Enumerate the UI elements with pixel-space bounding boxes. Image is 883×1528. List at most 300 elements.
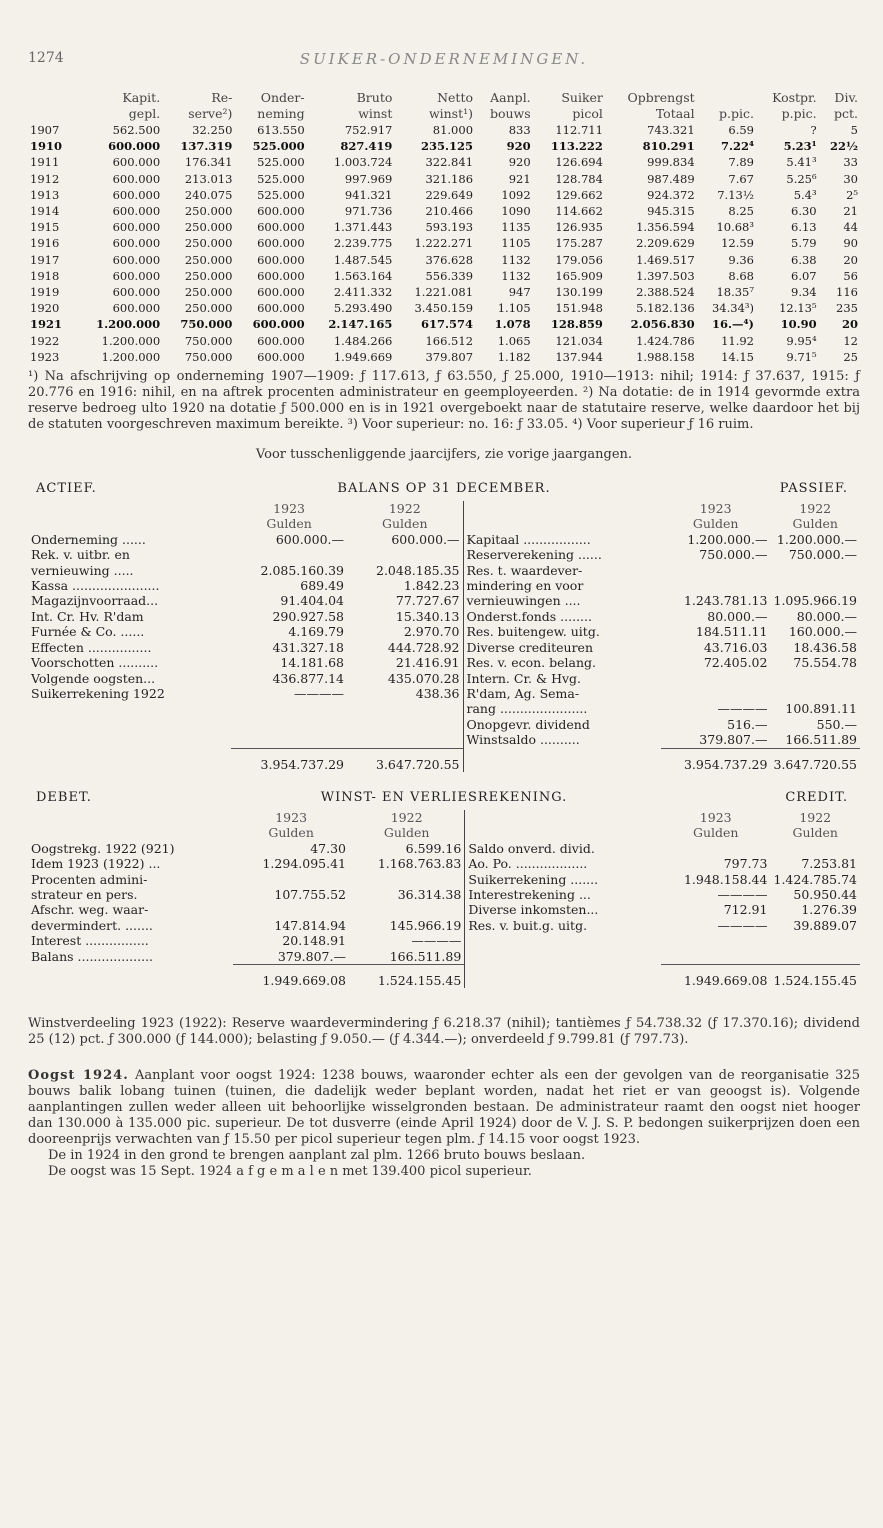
balance-value: 516.— [727, 716, 768, 732]
balance-value [770, 671, 860, 686]
balance-row [28, 609, 860, 624]
yearly-cell: 600.000 [112, 301, 161, 316]
yearly-cell: 22½ [830, 139, 858, 154]
pl-total: 1.949.669.08 [233, 965, 349, 989]
balance-label: Onderneming ...... [31, 531, 146, 547]
yearly-header-row [28, 106, 860, 122]
balance-value [231, 547, 347, 562]
balance-value: 750.000.— [788, 547, 857, 563]
pl-header-cell: 1922 [390, 809, 423, 825]
yearly-cell: 997.969 [344, 171, 393, 186]
page-header [28, 50, 860, 78]
yearly-cell: 9.36 [728, 252, 754, 267]
yearly-cell: 1.078 [494, 317, 531, 332]
balance-header-cell [464, 516, 661, 531]
pl-value [349, 872, 465, 887]
pl-header-cell: Gulden [692, 825, 739, 841]
yearly-header-cell [28, 106, 74, 122]
balance-header-cell: 1922 [799, 501, 832, 517]
yearly-cell: 613.550 [257, 123, 305, 137]
balance-value: 438.36 [415, 685, 460, 701]
balance-value: 435.070.28 [387, 670, 460, 686]
pl-total-label [28, 965, 233, 989]
pl-label: Res. v. buit.g. uitg. [468, 917, 588, 933]
pl-header-cell: 1923 [699, 809, 732, 825]
pl-label [465, 949, 661, 965]
yearly-header-cell: p.pic. [781, 106, 817, 121]
pl-label [465, 933, 661, 948]
pl-header-cell: Gulden [268, 825, 314, 841]
yearly-header-cell: Netto [437, 90, 474, 105]
yearly-cell: 126.694 [555, 155, 603, 170]
yearly-cell: 56 [843, 268, 858, 283]
pl-value: 47.30 [310, 840, 346, 856]
balance-label: Effecten ................ [31, 639, 152, 655]
yearly-cell: 12 [843, 333, 858, 348]
pl-title: WINST- EN VERLIESREKENING. [320, 789, 568, 805]
yearly-header-cell [28, 90, 74, 106]
balance-value: 444.728.92 [387, 639, 460, 655]
yearly-cell: 1916 [30, 236, 60, 251]
yearly-header-cell: Bruto [356, 90, 393, 105]
pl-value [770, 841, 860, 856]
yearly-header-cell: Kapit. [122, 90, 161, 105]
yearly-cell: 525.000 [257, 187, 305, 202]
yearly-cell: 6.38 [791, 252, 817, 267]
pl-value [233, 902, 349, 917]
yearly-header-cell [697, 90, 756, 106]
pl-value [661, 933, 771, 948]
yearly-cell: 1092 [501, 187, 531, 202]
balance-row [28, 732, 860, 748]
yearly-cell: 750.000 [184, 349, 233, 364]
pl-row [28, 949, 860, 965]
yearly-cell: 129.662 [555, 187, 603, 202]
balance-value [770, 563, 860, 578]
balance-column-header [28, 501, 860, 516]
profit-loss-table [28, 810, 860, 988]
yearly-cell: 921 [508, 171, 531, 186]
balance-label: Rek. v. uitbr. en [31, 547, 130, 563]
pl-header-cell: 1923 [275, 809, 308, 825]
yearly-cell: 33 [843, 155, 858, 170]
page-number: 1274 [28, 50, 64, 66]
credit-title: CREDIT. [785, 789, 848, 805]
yearly-cell: 562.500 [112, 123, 161, 137]
footnotes: ¹) Na afschrijving op onderneming 1907—1909: ƒ 117.613, ƒ 63.550, ƒ 25.000, 1910—1913: nihil; 1914: ƒ 37.637, 1915: ƒ 20.776 en 1916: nihil, en na aftrek procenten administrateur en geemployeerden. ²) Na dotatie: de in 1914 gevormde extra reserve bedroeg ulto 1920 na dotatie ƒ 500.000 en is in 1921 overgeboekt naar de statutaire reserve, welke daardoor het bij de statuten voorgeschreven maximum bereikte. ³) Voor superieur: no. 16: ƒ 33.05. ⁴) Voor superieur ƒ 16 ruim. [28, 369, 860, 433]
harvest-section [28, 1068, 860, 1148]
yearly-cell: 128.784 [555, 171, 603, 186]
yearly-cell: 5.25⁶ [786, 171, 817, 186]
balance-label: Onderst.fonds ........ [466, 608, 592, 624]
yearly-cell: 229.649 [425, 187, 474, 202]
yearly-cell: 600.000 [108, 139, 161, 154]
pl-row [28, 918, 860, 933]
yearly-cell: 6.07 [791, 268, 817, 283]
pl-column-header [28, 810, 860, 825]
yearly-cell: 113.222 [550, 139, 603, 154]
yearly-cell: 250.000 [184, 285, 233, 300]
yearly-header-cell: Div. [834, 90, 858, 105]
pl-value: ———— [411, 933, 462, 949]
yearly-header-cell: serve²) [188, 106, 233, 121]
harvest-text: Aanplant voor oogst 1924: 1238 bouws, waaronder echter als een der gevolgen van de reorganisatie 325 bouws balik lobang tuinen (tuinen, die dadelijk weder beplant worden, nadat het riet er van geoogst is). Volgende aanplantingen zullen weder alleen uit behoorlijke wisselgronden bestaan. De administrateur raamt den oogst niet hooger dan 130.000 à 135.000 pic. superieur. De tot dusverre (einde April 1924) door de V. J. S. P. bedongen suikerprijzen doen een dooreenprijs verwachten van ƒ 15.50 per picol superieur tegen plm. ƒ 14.15 voor oogst 1923. [28, 1068, 860, 1148]
balance-row [28, 640, 860, 655]
balance-label: Volgende oogsten... [31, 670, 156, 686]
yearly-header-cell: Totaal [655, 106, 695, 121]
pl-label: Oogstrekg. 1922 (921) [31, 840, 175, 856]
milled-text: De oogst was 15 Sept. 1924 a f g e m a l e n met 139.400 picol superieur. [48, 1164, 532, 1180]
balance-value: 1.842.23 [403, 578, 460, 594]
yearly-cell: 121.034 [555, 333, 603, 348]
yearly-cell: 235.125 [421, 139, 474, 154]
yearly-cell: 1.988.158 [636, 349, 695, 364]
yearly-cell: 750.000 [184, 333, 233, 348]
balance-label [28, 701, 231, 716]
balance-row [28, 563, 860, 578]
yearly-cell: 3.450.159 [414, 301, 474, 316]
yearly-cell: 947 [508, 285, 531, 300]
yearly-cell: 1913 [30, 187, 60, 202]
yearly-cell: 213.013 [184, 171, 233, 186]
balance-row [28, 655, 860, 670]
balance-value [661, 686, 771, 701]
balance-label: Res. buitengew. uitg. [466, 624, 600, 640]
yearly-cell: 2⁵ [846, 187, 858, 202]
yearly-cell: 250.000 [184, 220, 233, 235]
yearly-cell: 1917 [30, 252, 60, 267]
balance-total-label [464, 748, 661, 772]
yearly-cell: 322.841 [425, 155, 474, 170]
pl-value: 1.276.39 [801, 902, 857, 918]
pl-value: 797.73 [723, 856, 768, 872]
balance-label: Winstsaldo .......... [466, 732, 580, 748]
yearly-row [28, 219, 860, 235]
yearly-cell: 827.419 [340, 139, 393, 154]
yearly-cell: 1919 [30, 285, 60, 300]
pl-total: 1.949.669.08 [661, 965, 771, 989]
yearly-cell: 1.105 [497, 301, 531, 316]
yearly-cell: 987.489 [647, 171, 695, 186]
pl-label: Saldo onverd. divid. [468, 840, 595, 856]
yearly-row [28, 268, 860, 284]
balance-label: Voorschotten .......... [31, 655, 159, 671]
yearly-header-cell: winst [358, 106, 393, 121]
yearly-cell: 165.909 [555, 268, 603, 283]
balance-value: 436.877.14 [272, 670, 345, 686]
passief-title: PASSIEF. [779, 481, 848, 497]
yearly-cell: 5 [850, 123, 858, 137]
balance-label: Kapitaal ................. [466, 531, 591, 547]
yearly-row [28, 284, 860, 300]
yearly-cell: 1.003.724 [333, 155, 393, 170]
yearly-cell: 600.000 [112, 171, 161, 186]
yearly-cell: 1.371.443 [333, 220, 393, 235]
yearly-cell: 6.13 [791, 220, 817, 235]
balance-value: 1.200.000.— [776, 531, 857, 547]
pl-row [28, 872, 860, 887]
balance-header-cell: Gulden [792, 516, 838, 532]
balance-label: Reserverekening ...... [466, 547, 602, 563]
pl-header-cell [28, 825, 233, 840]
pl-label: Diverse inkomsten... [468, 902, 599, 918]
pl-total-label [465, 965, 661, 989]
pl-value: 166.511.89 [389, 948, 462, 964]
yearly-row [28, 349, 860, 365]
yearly-cell: 999.834 [647, 155, 695, 170]
yearly-cell: 137.319 [180, 139, 233, 154]
balance-value [231, 717, 347, 732]
yearly-header-cell: Onder- [260, 90, 305, 105]
balance-label: Furnée & Co. ...... [31, 624, 145, 640]
yearly-cell: 126.935 [555, 220, 603, 235]
balance-value: 600.000.— [391, 531, 460, 547]
balance-value: 80.000.— [796, 608, 857, 624]
yearly-cell: 5.79 [791, 236, 817, 251]
balance-header-cell: Gulden [692, 516, 739, 532]
yearly-cell: 593.193 [425, 220, 474, 235]
balance-total: 3.954.737.29 [661, 748, 771, 772]
yearly-cell: 1132 [501, 268, 531, 283]
yearly-cell: 600.000 [112, 155, 161, 170]
balance-total: 3.647.720.55 [347, 748, 463, 772]
yearly-cell: 743.321 [647, 123, 695, 137]
yearly-row [28, 252, 860, 268]
pl-value: 712.91 [723, 902, 768, 918]
yearly-cell: 25 [843, 349, 858, 364]
yearly-cell: 1920 [30, 301, 60, 316]
yearly-row [28, 122, 860, 138]
yearly-cell: 1090 [501, 204, 531, 219]
balance-header-cell [464, 501, 661, 516]
yearly-cell: 44 [843, 220, 858, 235]
yearly-cell: 945.315 [647, 204, 695, 219]
yearly-cell: 5.41³ [786, 155, 817, 170]
yearly-cell: 250.000 [184, 301, 233, 316]
yearly-cell: 20 [843, 252, 858, 267]
yearly-cell: 600.000 [112, 236, 161, 251]
yearly-row [28, 333, 860, 349]
yearly-cell: 600.000 [112, 268, 161, 283]
balance-value: 1.095.966.19 [773, 593, 857, 609]
yearly-header-row [28, 90, 860, 106]
yearly-cell: 20 [841, 317, 858, 332]
yearly-cell: 1.182 [497, 349, 531, 364]
yearly-cell: 1.563.164 [333, 268, 393, 283]
yearly-cell: 10.90 [780, 317, 817, 332]
yearly-cell: 1.469.517 [636, 252, 695, 267]
yearly-cell: 2.147.165 [328, 317, 393, 332]
yearly-cell: 924.372 [647, 187, 695, 202]
yearly-cell: 1.200.000 [101, 349, 161, 364]
balance-header-cell [28, 501, 231, 516]
yearly-cell: 9.95⁴ [786, 333, 817, 348]
yearly-cell: 1.200.000 [101, 333, 161, 348]
balance-label: Intern. Cr. & Hvg. [466, 670, 582, 686]
yearly-cell: 6.30 [791, 204, 817, 219]
pl-value [349, 902, 465, 917]
yearly-cell: 1105 [501, 236, 531, 251]
pl-value: 107.755.52 [274, 886, 346, 902]
yearly-cell: 379.807 [425, 349, 474, 364]
balance-value: 184.511.11 [695, 624, 768, 640]
yearly-cell: 116 [836, 285, 858, 300]
yearly-cell: 7.67 [728, 171, 754, 186]
yearly-cell: 8.25 [728, 204, 754, 219]
pl-row [28, 841, 860, 856]
yearly-header-cell: picol [572, 106, 603, 121]
balance-row [28, 593, 860, 608]
yearly-cell: 18.35⁷ [716, 285, 754, 300]
yearly-cell: 1135 [501, 220, 531, 235]
pl-value: 1.294.095.41 [262, 856, 346, 872]
yearly-header-cell: Kostpr. [772, 90, 817, 105]
balance-label: vernieuwingen .... [466, 593, 581, 609]
balance-label [28, 732, 231, 748]
harvest-title: Oogst 1924. [28, 1068, 129, 1084]
yearly-cell: 600.000 [257, 220, 305, 235]
yearly-cell: 556.339 [425, 268, 474, 283]
yearly-cell: 525.000 [257, 155, 305, 170]
yearly-cell: 21 [843, 204, 858, 219]
yearly-cell: 2.388.524 [636, 285, 695, 300]
pl-value: 1.948.158.44 [683, 871, 768, 887]
balance-label: Res. t. waardever- [466, 562, 583, 578]
pl-column-header [28, 825, 860, 840]
yearly-cell: 14.15 [721, 349, 754, 364]
balance-value: 2.048.185.35 [376, 562, 460, 578]
yearly-cell: 525.000 [252, 139, 305, 154]
pl-header-cell: 1922 [799, 809, 832, 825]
pl-value: 379.807.— [277, 948, 346, 964]
yearly-cell: 166.512 [425, 333, 474, 348]
yearly-cell: 8.68 [728, 268, 754, 283]
pl-value: 1.424.785.74 [773, 871, 857, 887]
balance-header-cell: Gulden [266, 516, 312, 532]
yearly-cell: 5.182.136 [636, 301, 695, 316]
yearly-cell: 7.89 [728, 155, 754, 170]
yearly-header-cell: Opbrengst [627, 90, 695, 105]
yearly-header-cell: pct. [834, 106, 858, 121]
yearly-cell: 1.221.081 [414, 285, 474, 300]
yearly-cell: 130.199 [555, 285, 603, 300]
yearly-row [28, 235, 860, 251]
yearly-cell: 250.000 [184, 252, 233, 267]
balance-row [28, 717, 860, 732]
pl-value [770, 949, 860, 965]
balance-title: BALANS OP 31 DECEMBER. [337, 481, 551, 497]
pl-value: 6.599.16 [405, 840, 462, 856]
balance-row [28, 671, 860, 686]
yearly-cell: 600.000 [252, 317, 305, 332]
yearly-header-cell: p.pic. [719, 106, 754, 121]
yearly-cell: 1918 [30, 268, 60, 283]
yearly-cell: 1.065 [497, 333, 531, 348]
balance-label: Int. Cr. Hv. R'dam [31, 608, 144, 624]
balance-value: ———— [294, 685, 345, 701]
profit-distribution: Winstverdeeling 1923 (1922): Reserve waardevermindering ƒ 6.218.37 (nihil); tantièmes ƒ 54.738.32 (ƒ 17.370.16); dividend 25 (12) pct. ƒ 300.000 (ƒ 144.000); belasting ƒ 9.050.— (ƒ 4.344.—); onverdeeld ƒ 9.799.81 (ƒ 797.73). [28, 1016, 860, 1048]
page [28, 50, 860, 1180]
balance-header-cell: 1923 [699, 501, 732, 517]
yearly-results-table [28, 90, 860, 365]
balance-header-cell: 1923 [273, 501, 305, 517]
balance-value: 91.404.04 [280, 593, 345, 609]
yearly-cell: 1.487.545 [333, 252, 393, 267]
yearly-cell: 114.662 [555, 204, 603, 219]
yearly-cell: 321.186 [425, 171, 474, 186]
yearly-cell: 6.59 [728, 123, 754, 137]
pl-label: Afschr. weg. waar- [31, 902, 149, 918]
pl-row [28, 856, 860, 871]
yearly-cell: 1912 [30, 171, 60, 186]
yearly-cell: 112.711 [555, 123, 603, 137]
balance-totals-row [28, 748, 860, 772]
balance-label: Onopgevr. dividend [466, 716, 590, 732]
running-title: SUIKER-ONDERNEMINGEN. [299, 50, 589, 68]
yearly-cell: 30 [843, 171, 858, 186]
balance-value: 77.727.67 [395, 593, 460, 609]
balance-value: 2.085.160.39 [260, 562, 345, 578]
pl-header-cell: Gulden [383, 825, 430, 841]
yearly-cell: 2.239.775 [333, 236, 393, 251]
balance-value: ———— [717, 701, 768, 717]
balance-value: 166.511.89 [785, 732, 857, 748]
pl-row [28, 887, 860, 902]
pl-label: strateur en pers. [31, 886, 138, 902]
balance-row [28, 547, 860, 562]
balance-total-label [28, 748, 231, 772]
balance-value: 43.716.03 [703, 639, 768, 655]
yearly-cell: 1.356.594 [636, 220, 695, 235]
pl-total: 1.524.155.45 [349, 965, 465, 989]
pl-value: 39.889.07 [793, 917, 857, 933]
yearly-cell: 1921 [30, 317, 63, 332]
balance-row [28, 578, 860, 593]
yearly-cell: 1910 [30, 139, 63, 154]
yearly-cell: 810.291 [642, 139, 695, 154]
yearly-cell: 12.59 [721, 236, 754, 251]
yearly-cell: 600.000 [257, 204, 305, 219]
yearly-cell: 1.200.000 [96, 317, 161, 332]
yearly-cell: 2.209.629 [636, 236, 695, 251]
yearly-cell: 7.13½ [717, 187, 754, 202]
yearly-header-cell: bouws [489, 106, 531, 121]
yearly-cell: 5.23¹ [783, 139, 817, 154]
intermediate-years-note: Voor tusschenliggende jaarcijfers, zie vorige jaargangen. [255, 447, 633, 463]
yearly-cell: 600.000 [257, 268, 305, 283]
pl-value: 50.950.44 [793, 886, 857, 902]
yearly-cell: 10.68³ [716, 220, 754, 235]
balance-value: 21.416.91 [395, 655, 460, 671]
pl-value [770, 933, 860, 948]
balance-value: 1.243.781.13 [683, 593, 768, 609]
balance-label: Kassa ...................... [31, 578, 160, 594]
yearly-cell: 600.000 [112, 252, 161, 267]
balance-value [661, 671, 771, 686]
yearly-cell: 941.321 [344, 187, 393, 202]
balance-value [231, 732, 347, 748]
balance-value: 600.000.— [275, 531, 345, 547]
yearly-row [28, 300, 860, 316]
balance-total: 3.954.737.29 [231, 748, 347, 772]
yearly-cell: 2.056.830 [630, 317, 695, 332]
yearly-row [28, 171, 860, 187]
yearly-row [28, 203, 860, 219]
yearly-table-head [28, 90, 860, 122]
balance-value: 2.970.70 [403, 624, 460, 640]
yearly-row [28, 187, 860, 203]
yearly-cell: 175.287 [555, 236, 603, 251]
